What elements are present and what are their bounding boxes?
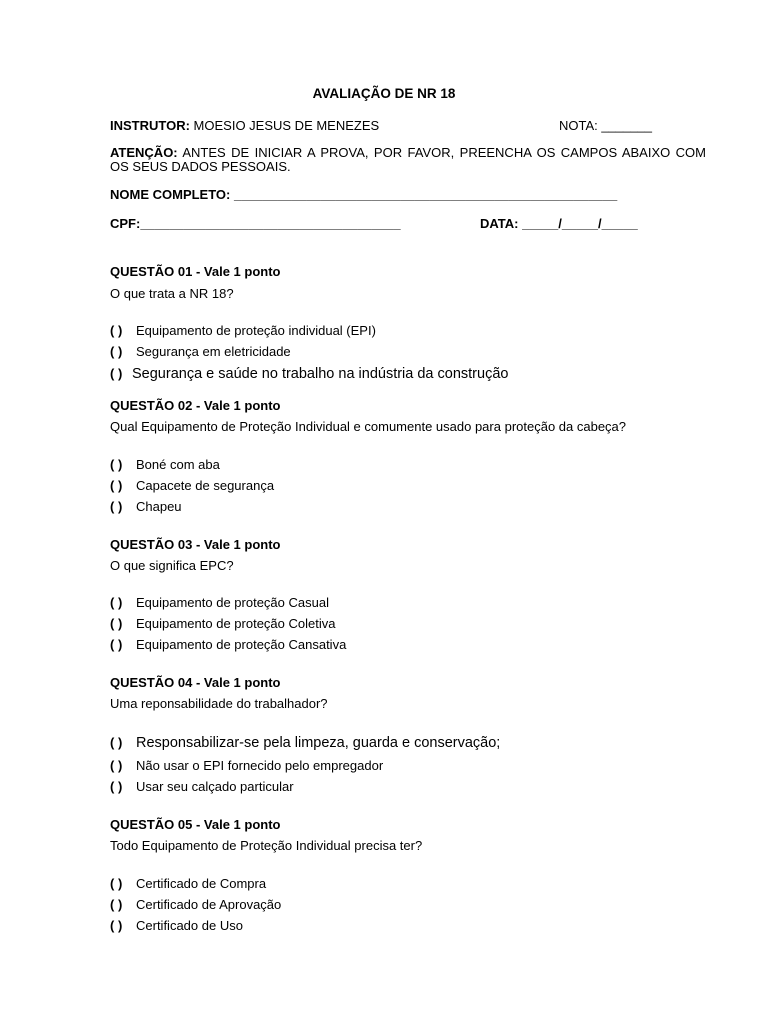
instructor-line [110, 118, 379, 133]
option-checkbox[interactable]: ( ) [110, 323, 123, 338]
option-checkbox[interactable]: ( ) [110, 918, 123, 933]
option-label: Segurança em eletricidade [136, 344, 291, 359]
option-checkbox[interactable]: ( ) [110, 735, 123, 750]
option-checkbox[interactable]: ( ) [110, 897, 123, 912]
option-label: Equipamento de proteção Coletiva [136, 616, 336, 631]
date-field[interactable]: DATA: _____/_____/_____ [480, 216, 638, 231]
option-label: Usar seu calçado particular [136, 779, 294, 794]
question-5-option-1[interactable] [110, 876, 266, 891]
question-2-title: QUESTÃO 02 - Vale 1 ponto [110, 398, 281, 413]
question-1-option-2[interactable] [110, 344, 291, 359]
question-3-option-3[interactable] [110, 637, 346, 652]
option-label: Equipamento de proteção Casual [136, 595, 329, 610]
option-label: Segurança e saúde no trabalho na indústria da construção [132, 366, 509, 382]
option-label: Chapeu [136, 499, 182, 514]
option-label: Certificado de Aprovação [136, 897, 282, 912]
question-2-option-1[interactable] [110, 457, 220, 472]
question-5-option-2[interactable] [110, 897, 281, 912]
option-label: Boné com aba [136, 457, 220, 472]
option-label: Equipamento de proteção Cansativa [136, 637, 347, 652]
option-checkbox[interactable]: ( ) [110, 637, 123, 652]
option-label: Responsabilizar-se pela limpeza, guarda e conservação; [136, 735, 501, 751]
instructor-label: INSTRUTOR: [110, 118, 190, 133]
option-checkbox[interactable]: ( ) [110, 876, 123, 891]
cpf-field[interactable]: CPF:____________________________________ [110, 216, 401, 231]
option-checkbox[interactable]: ( ) [110, 779, 123, 794]
question-1-text: O que trata a NR 18? [110, 286, 234, 301]
option-checkbox[interactable]: ( ) [110, 457, 123, 472]
question-2-text: Qual Equipamento de Proteção Individual e comumente usado para proteção da cabeça? [110, 419, 627, 434]
question-1-option-3[interactable] [110, 366, 508, 382]
option-checkbox[interactable]: ( ) [110, 344, 123, 359]
page-title: AVALIAÇÃO DE NR 18 [312, 86, 456, 101]
question-1-option-1[interactable] [110, 323, 376, 338]
option-checkbox[interactable]: ( ) [110, 478, 123, 493]
attention-notice [110, 146, 706, 174]
question-3-option-1[interactable] [110, 595, 329, 610]
grade-field[interactable]: NOTA: _______ [559, 118, 652, 133]
question-4-title: QUESTÃO 04 - Vale 1 ponto [110, 675, 281, 690]
option-label: Capacete de segurança [136, 478, 275, 493]
question-4-option-3[interactable] [110, 779, 294, 794]
question-5-option-3[interactable] [110, 918, 243, 933]
question-4-text: Uma reponsabilidade do trabalhador? [110, 696, 328, 711]
option-label: Equipamento de proteção individual (EPI) [136, 323, 376, 338]
question-4-option-2[interactable] [110, 758, 383, 773]
question-3-title: QUESTÃO 03 - Vale 1 ponto [110, 537, 281, 552]
question-2-option-2[interactable] [110, 478, 274, 493]
option-checkbox[interactable]: ( ) [110, 366, 123, 381]
question-5-text: Todo Equipamento de Proteção Individual precisa ter? [110, 838, 423, 853]
attention-text: ANTES DE INICIAR A PROVA, POR FAVOR, PREENCHA OS CAMPOS ABAIXO COM OS SEUS DADOS PESSOAIS. [110, 145, 706, 174]
question-1-title: QUESTÃO 01 - Vale 1 ponto [110, 264, 281, 279]
attention-label: ATENÇÃO: [110, 145, 178, 160]
option-checkbox[interactable]: ( ) [110, 758, 123, 773]
option-label: Não usar o EPI fornecido pelo empregador [136, 758, 384, 773]
question-4-option-1[interactable] [110, 735, 500, 751]
question-3-text: O que significa EPC? [110, 558, 234, 573]
full-name-field[interactable]: NOME COMPLETO: _____________________________________________________ [110, 187, 618, 202]
option-checkbox[interactable]: ( ) [110, 595, 123, 610]
instructor-name: MOESIO JESUS DE MENEZES [189, 118, 380, 133]
option-label: Certificado de Compra [136, 876, 267, 891]
option-checkbox[interactable]: ( ) [110, 499, 123, 514]
question-3-option-2[interactable] [110, 616, 335, 631]
question-2-option-3[interactable] [110, 499, 182, 514]
option-checkbox[interactable]: ( ) [110, 616, 123, 631]
question-5-title: QUESTÃO 05 - Vale 1 ponto [110, 817, 281, 832]
option-label: Certificado de Uso [136, 918, 243, 933]
